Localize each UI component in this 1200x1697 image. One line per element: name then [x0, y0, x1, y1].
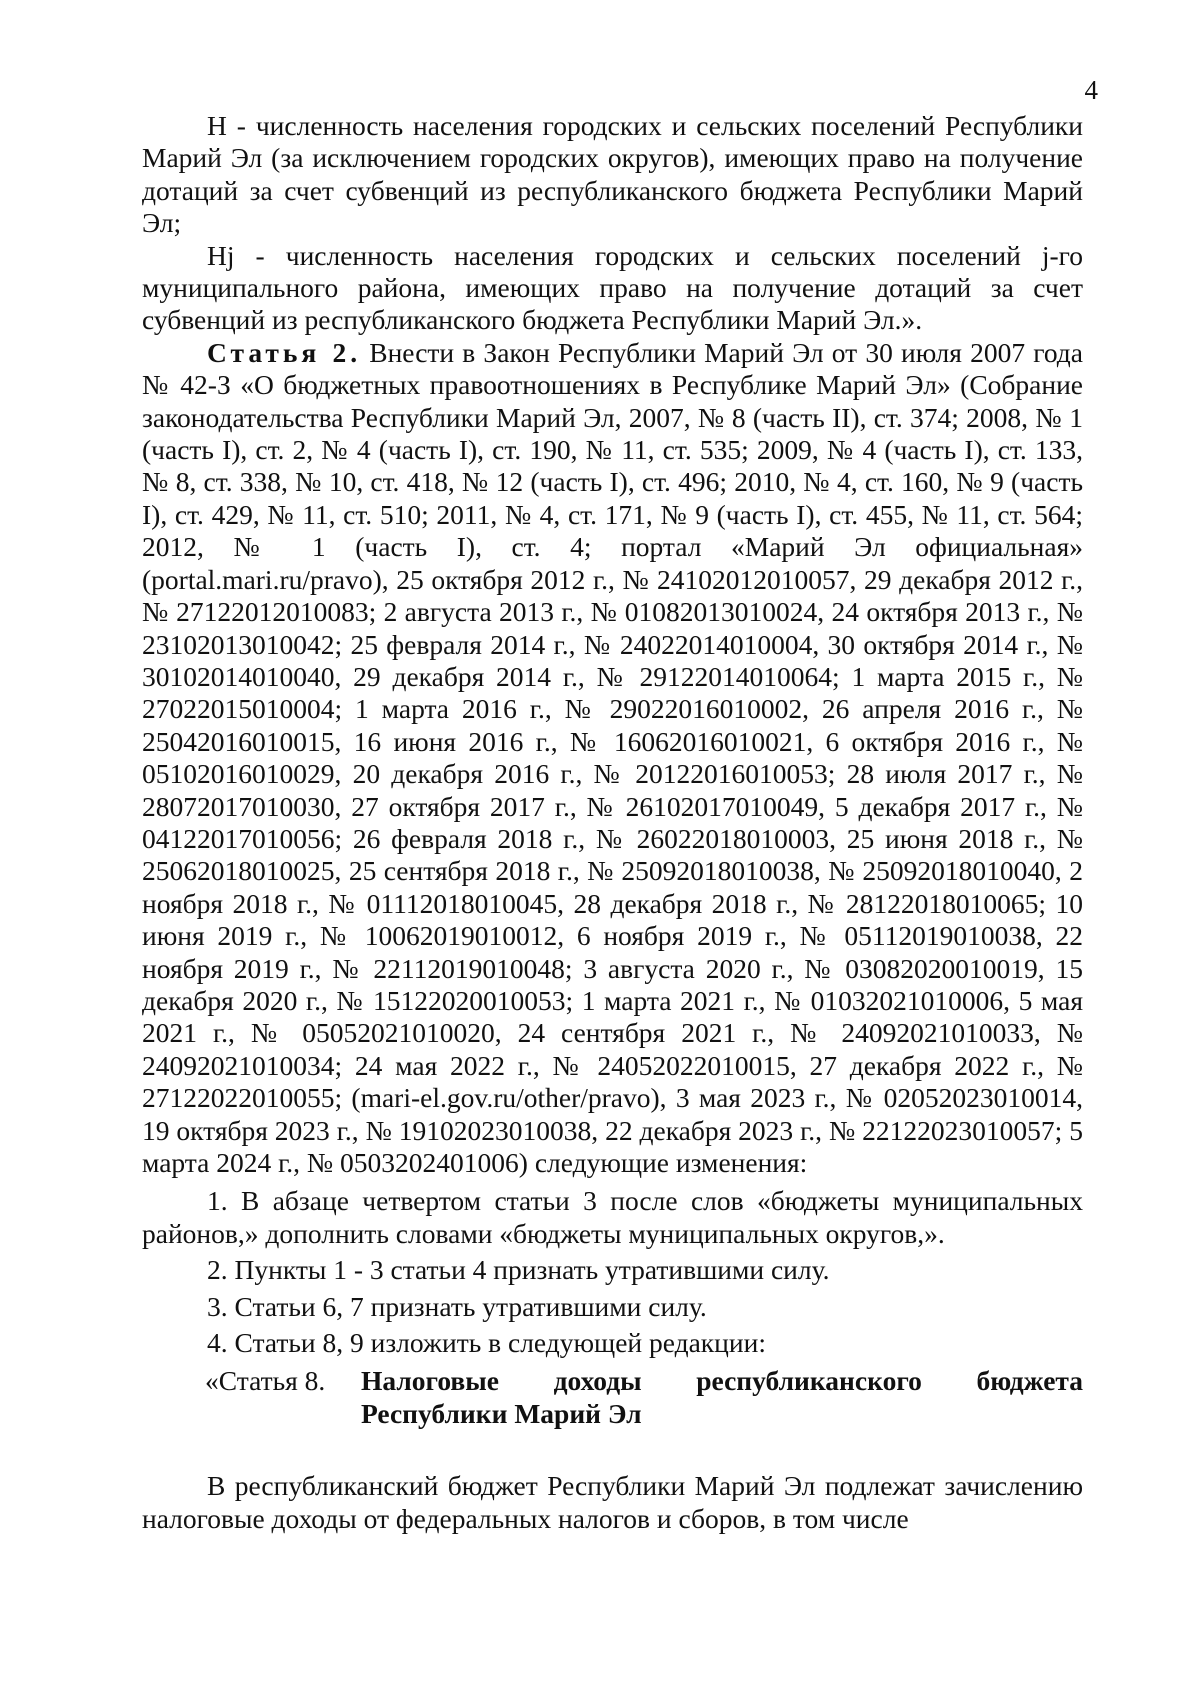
new-article-title: Налоговые доходы республиканского бюджета Республики Марий Эл — [361, 1365, 1083, 1429]
definition-paragraph — [142, 110, 1083, 240]
article-text: Внести в Закон Республики Марий Эл от 30 июля 2007 года № 42-З «О бюджетных правоотношениях в Республике Марий Эл» (Собрание законодательства Республики Марий Эл, 2007, № 8 (часть II), ст. 374; 2008, № 1 (часть I), ст. 2, № 4 (часть I), ст. 190, № 11, ст. 535; 2009, № 4 (часть I), ст. 133, № 8, ст. 338, № 10, ст. 418, № 12 (часть I), ст. 496; 2010, № 4, ст. 160, № 9 (часть I), ст. 429, № 11, ст. 510; 2011, № 4, ст. 171, № 9 (часть I), ст. 455, № 11, ст. 564; 2012, № 1 (часть I), ст. 4; портал «Марий Эл официальная» (portal.mari.ru/pravo), 25 октября 2012 г., № 24102012010057, 29 декабря 2012 г., № 27122012010083; 2 августа 2013 г., № 01082013010024, 24 октября 2013 г., № 23102013010042; 25 февраля 2014 г., № 24022014010004, 30 октября 2014 г., № 30102014010040, 29 декабря 2014 г., № 29122014010064; 1 марта 2015 г., № 27022015010004; 1 марта 2016 г., № 29022016010002, 26 апреля 2016 г., № 25042016010015, 16 июня 2016 г., № 16062016010021, 6 октября 2016 г., № 05102016010029, 20 декабря 2016 г., № 20122016010053; 28 июля 2017 г., № 28072017010030, 27 октября 2017 г., № 26102017010049, 5 декабря 2017 г., № 04122017010056; 26 февраля 2018 г., № 26022018010003, 25 июня 2018 г., № 25062018010025, 25 сентября 2018 г., № 25092018010038, № 25092018010040, 2 ноября 2018 г., № 01112018010045, 28 декабря 2018 г., № 28122018010065; 10 июня 2019 г., № 10062019010012, 6 ноября 2019 г., № 05112019010038, 22 ноября 2019 г., № 22112019010048; 3 августа 2020 г., № 03082020010019, 15 декабря 2020 г., № 15122020010053; 1 марта 2021 г., № 01032021010006, 5 мая 2021 г., № 05052021010020, 24 сентября 2021 г., № 24092021010033, № 24092021010034; 24 мая 2022 г., № 24052022010015, 27 декабря 2022 г., № 27122022010055; (mari-el.gov.ru/other/pravo), 3 мая 2023 г., № 02052023010014, 19 октября 2023 г., № 19102023010038, 22 декабря 2023 г., № 22122023010057; 5 марта 2024 г., № 0503202401006) следующие изменения: — [142, 336, 1083, 1178]
definition-paragraph — [142, 240, 1083, 337]
page-number: 4 — [1084, 75, 1098, 105]
amendment-item: 3. Статьи 6, 7 признать утратившими силу. — [207, 1290, 707, 1322]
amendment-item: 4. Статьи 8, 9 изложить в следующей редакции: — [207, 1327, 766, 1359]
document-body — [142, 110, 1083, 1535]
amendment-item: 1. В абзаце четвертом статьи 3 после слов «бюджеты муниципальных районов,» дополнить словами «бюджеты муниципальных округов,». — [142, 1185, 1083, 1249]
definition-text: - численность населения городских и сельских поселений j-го муниципального района, имеющих право на получение дотаций за счет субвенций из республиканского бюджета Республики Марий Эл.». — [142, 239, 1083, 336]
amendment-item: 2. Пункты 1 - 3 статьи 4 признать утратившими силу. — [207, 1254, 830, 1286]
definition-text: - численность населения городских и сельских поселений Республики Марий Эл (за исключением городских округов), имеющих право на получение дотаций за счет субвенций из республиканского бюджета Республики Марий Эл; — [142, 110, 1083, 239]
definition-term: Н — [207, 110, 227, 141]
new-article-label: «Статья 8. — [205, 1365, 326, 1397]
article-2-paragraph — [142, 337, 1083, 1180]
body-paragraph: В республиканский бюджет Республики Марий Эл подлежат зачислению налоговые доходы от федеральных налогов и сборов, в том числе — [142, 1470, 1083, 1534]
definition-term: Нj — [207, 239, 235, 271]
new-article-heading — [142, 1365, 1083, 1430]
article-heading: Статья 2. — [207, 336, 362, 368]
amendments-list — [142, 1185, 1083, 1359]
